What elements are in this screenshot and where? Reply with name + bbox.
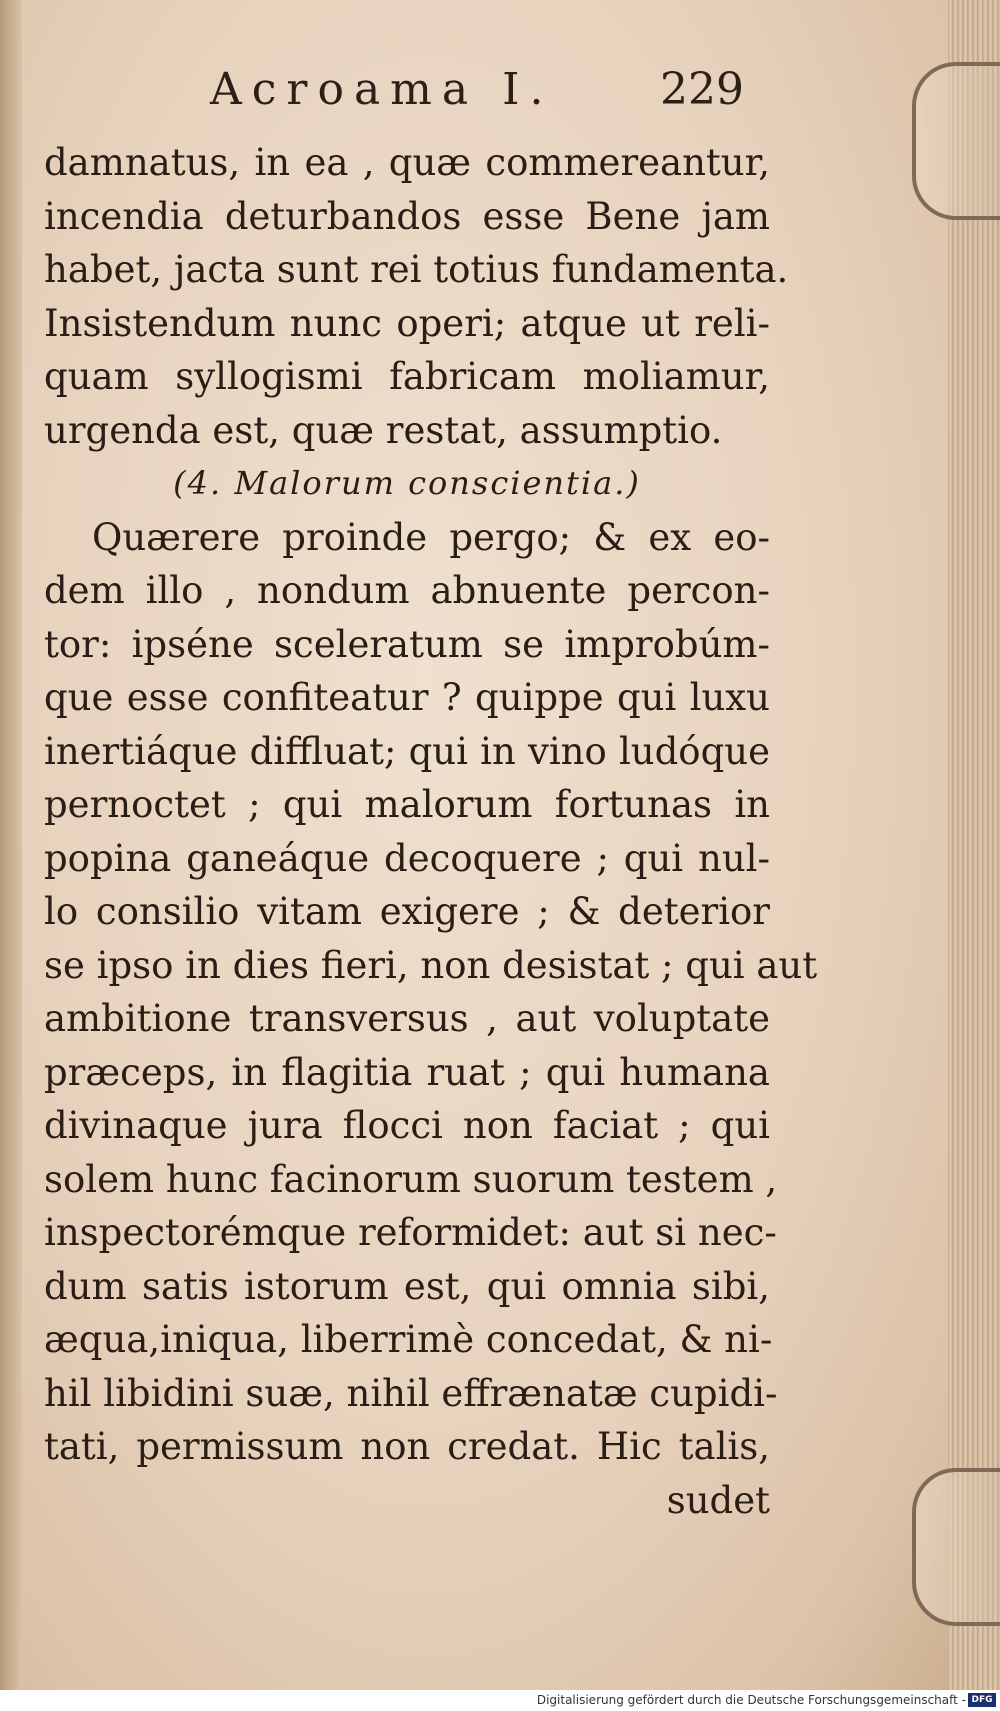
text-line: inspectorémque reformidet: aut si nec-	[44, 1211, 777, 1254]
text-line: urgenda est, quæ restat, assumptio.	[44, 408, 723, 452]
digitization-footer	[0, 1690, 1000, 1711]
section-heading: (4. Malorum conscientia.)	[173, 464, 641, 502]
text-line: que esse confiteatur ? quippe qui luxu	[44, 676, 770, 719]
text-line: se ipso in dies fieri, non desistat ; qui aut	[44, 943, 818, 987]
text-line: habet, jacta sunt rei totius fundamenta.	[44, 248, 789, 291]
text-line: Quærere proinde pergo; & ex eo-	[92, 515, 770, 559]
body-text	[44, 136, 818, 1527]
text-line: ambitione transversus , aut voluptate	[44, 997, 770, 1040]
text-line: incendia deturbandos esse Bene jam	[44, 194, 770, 238]
clasp-top	[912, 62, 1000, 220]
text-line: æqua,iniqua, liberrimè concedat, & ni-	[44, 1318, 773, 1361]
text-line: solem hunc facinorum suorum testem ,	[44, 1157, 778, 1201]
page-gutter	[0, 0, 22, 1690]
text-line: tati, permissum non credat. Hic talis,	[44, 1425, 770, 1468]
text-line: dem illo , nondum abnuente percon-	[44, 569, 770, 612]
text-line: præceps, in flagitia ruat ; qui humana	[44, 1050, 770, 1094]
clasp-bottom	[912, 1468, 1000, 1626]
text-line: hil libidini suæ, nihil effrænatæ cupidi-	[44, 1371, 778, 1415]
text-line: dum satis istorum est, qui omnia sibi,	[44, 1264, 770, 1308]
text-line: Insistendum nunc operi; atque ut reli-	[44, 301, 770, 345]
text-line: pernoctet ; qui malorum fortunas in	[44, 783, 770, 826]
page-fore-edge	[948, 0, 1000, 1690]
text-line: damnatus, in ea , quæ commereantur,	[44, 141, 770, 184]
text-line: popina ganeáque decoquere ; qui nul-	[44, 836, 770, 880]
text-line: divinaque jura flocci non faciat ; qui	[44, 1104, 770, 1147]
footer-credit: Digitalisierung gefördert durch die Deutsche Forschungsgemeinschaft -	[536, 1693, 966, 1707]
text-line: quam syllogismi fabricam moliamur,	[44, 355, 770, 398]
text-line: lo consilio vitam exigere ; & deterior	[44, 890, 770, 933]
page-number: 229	[660, 64, 744, 115]
dfg-logo: DFG	[968, 1693, 996, 1707]
catchword: sudet	[666, 1478, 770, 1522]
running-head: Acroama I.	[210, 64, 554, 115]
text-line: tor: ipséne sceleratum se improbúm-	[44, 622, 770, 666]
text-line: inertiáque diffluat; qui in vino ludóque	[44, 729, 770, 773]
